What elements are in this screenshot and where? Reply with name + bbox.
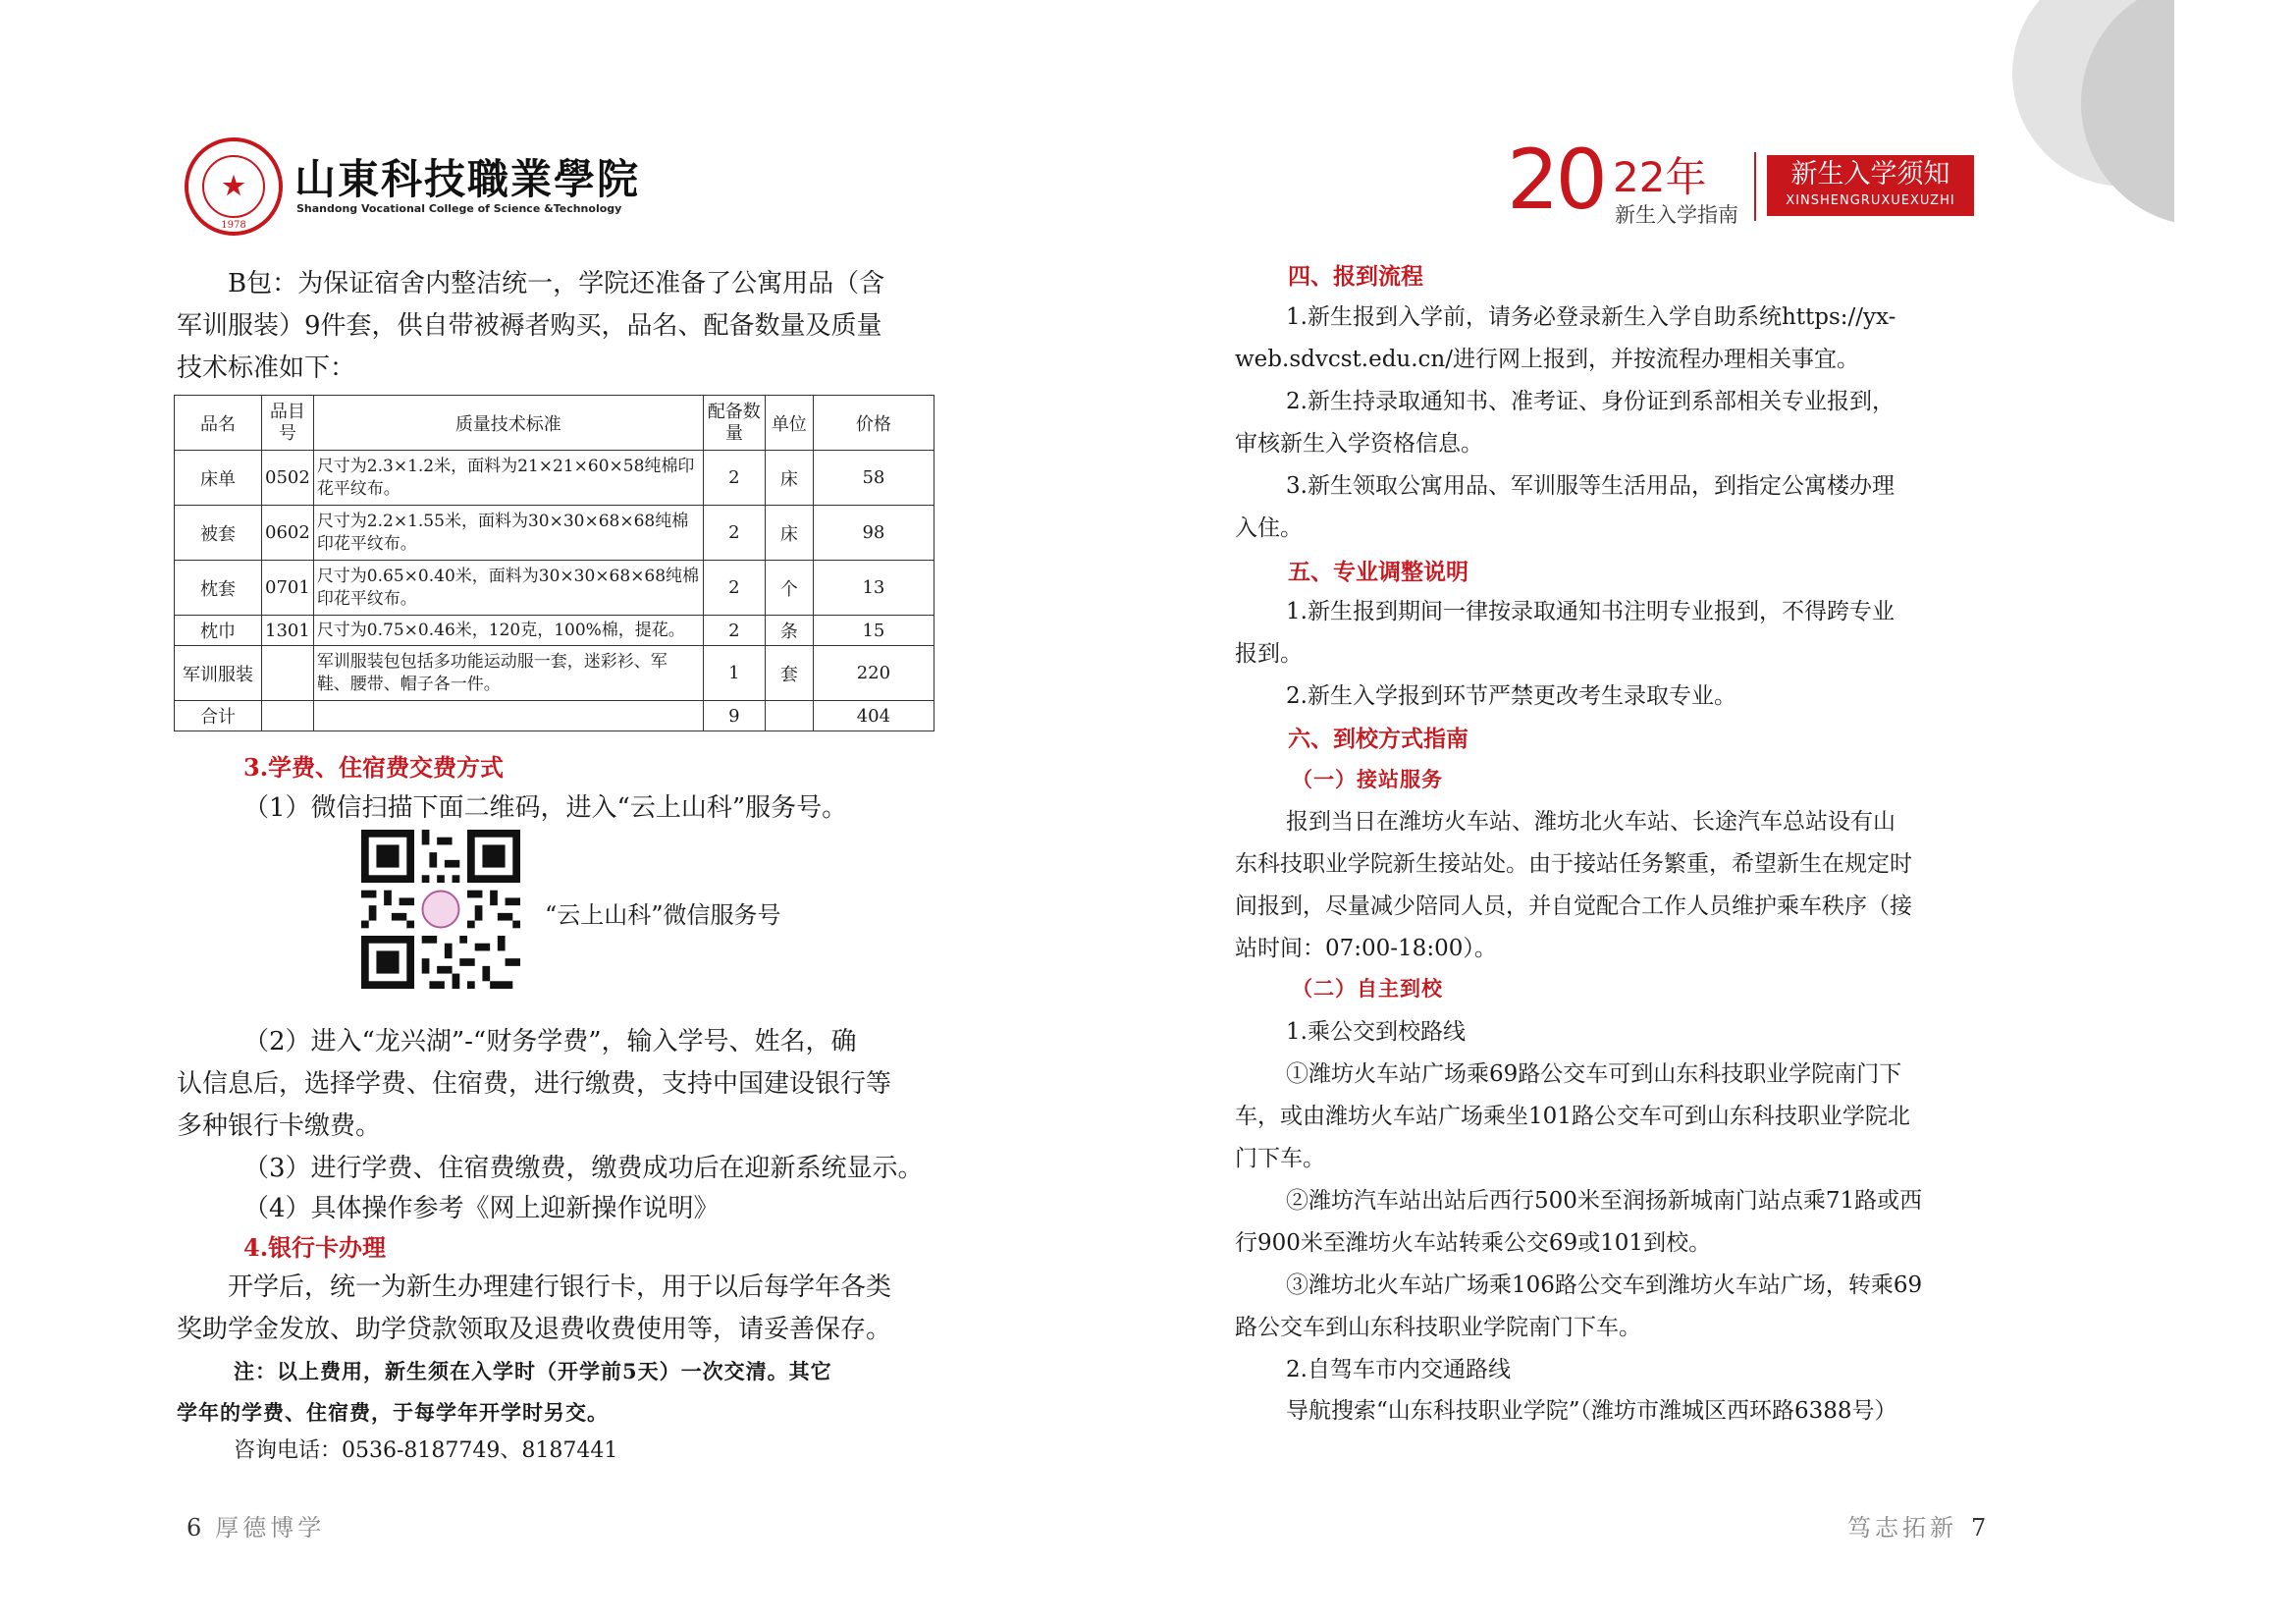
text-line: 学年的学费、住宿费，于每学年开学时另交。 xyxy=(177,1400,609,1425)
section-4-flow-title: 四、报到流程 xyxy=(1288,263,1423,290)
text-line: 报到。 xyxy=(1235,641,1303,667)
table-cell xyxy=(262,701,314,731)
text-line: 门下车。 xyxy=(1235,1146,1325,1171)
header-divider xyxy=(1754,152,1756,221)
table-cell: 58 xyxy=(813,451,934,506)
table-cell: 1301 xyxy=(262,616,314,646)
text-line: ③潍坊北火车站广场乘106路公交车到潍坊火车站广场，转乘69 xyxy=(1286,1272,1923,1298)
text-line: 2.新生持录取通知书、准考证、身份证到系部相关专业报到， xyxy=(1286,389,1895,414)
table-cell: 2 xyxy=(703,616,765,646)
table-cell: 404 xyxy=(813,701,934,731)
table-row xyxy=(175,616,934,646)
badge-pinyin: XINSHENGRUXUEXUZHI xyxy=(1786,193,1955,208)
subsection-self-arrival-title: （二）自主到校 xyxy=(1292,976,1443,1001)
table-cell xyxy=(262,646,314,701)
table-cell: 尺寸为2.2×1.55米，面料为30×30×68×68纯棉印花平纹布。 xyxy=(313,506,703,561)
table-cell: 床 xyxy=(765,506,813,561)
table-cell: 2 xyxy=(703,561,765,616)
page-right-margin xyxy=(2174,0,2296,1624)
table-cell: 套 xyxy=(765,646,813,701)
text-line: 开学后，统一为新生办理建行银行卡，用于以后每学年各类 xyxy=(228,1272,892,1302)
footer-motto: 笃志拓新 xyxy=(1847,1514,1957,1542)
sec3-step3: （3）进行学费、住宿费缴费，缴费成功后在迎新系统显示。 xyxy=(243,1154,924,1183)
text-line: 2.新生入学报到环节严禁更改考生录取专业。 xyxy=(1286,683,1736,709)
text-line: 认信息后，选择学费、住宿费，进行缴费，支持中国建设银行等 xyxy=(177,1069,892,1099)
text-line: web.sdvcst.edu.cn/进行网上报到，并按流程办理相关事宜。 xyxy=(1235,347,1859,372)
school-name-cn: 山東科技職業學院 xyxy=(294,155,641,203)
logo-year: 1978 xyxy=(221,220,246,231)
intro-line: 技术标准如下： xyxy=(177,353,356,383)
table-cell: 2 xyxy=(703,451,765,506)
text-line: ②潍坊汽车站出站后西行500米至润扬新城南门站点乘71路或西 xyxy=(1286,1188,1923,1214)
badge-title: 新生入学须知 xyxy=(1790,159,1950,189)
footer-motto: 厚德博学 xyxy=(215,1514,326,1542)
contact-phone: 咨询电话：0536-8187749、8187441 xyxy=(234,1438,618,1463)
bus-route-list xyxy=(1235,1054,2001,1349)
section-3-title: 3.学费、住宿费交费方式 xyxy=(243,753,505,782)
table-total-row xyxy=(175,701,934,731)
wechat-qr-code[interactable] xyxy=(361,830,520,989)
table-cell: 条 xyxy=(765,616,813,646)
text-line: 车，或由潍坊火车站广场乘坐101路公交车可到山东科技职业学院北 xyxy=(1235,1104,1910,1129)
table-cell: 0602 xyxy=(262,506,314,561)
text-line: 间报到，尽量减少陪同人员，并自觉配合工作人员维护乘车秩序（接 xyxy=(1235,893,1912,919)
text-line: 奖助学金发放、助学贷款领取及退费收费使用等，请妥善保存。 xyxy=(177,1315,892,1344)
table-cell: 220 xyxy=(813,646,934,701)
intro-paragraph xyxy=(177,263,942,390)
text-line: 3.新生领取公寓用品、军训服等生活用品，到指定公寓楼办理 xyxy=(1286,473,1895,499)
text-line: 注：以上费用，新生须在入学时（开学前5天）一次交清。其它 xyxy=(234,1359,832,1383)
page-number: 6 xyxy=(187,1514,202,1542)
flow-list xyxy=(1235,297,2001,550)
table-cell xyxy=(765,701,813,731)
header-badge xyxy=(1767,155,1974,216)
table-header-cell: 品名 xyxy=(175,396,262,451)
text-line: 1.新生报到期间一律按录取通知书注明专业报到，不得跨专业 xyxy=(1286,599,1895,624)
table-row xyxy=(175,451,934,506)
text-line: 1.新生报到入学前，请务必登录新生入学自助系统https://yx- xyxy=(1286,304,1896,330)
text-line: 多种银行卡缴费。 xyxy=(177,1111,382,1141)
car-route-title: 2.自驾车市内交通路线 xyxy=(1286,1357,1511,1382)
bus-route-title: 1.乘公交到校路线 xyxy=(1286,1019,1466,1045)
sec3-step1: （1）微信扫描下面二维码，进入“云上山科”服务号。 xyxy=(243,793,848,823)
table-row xyxy=(175,646,934,701)
table-header-row xyxy=(175,396,934,451)
text-line: 站时间：07:00-18:00）。 xyxy=(1235,936,1497,961)
table-cell: 9 xyxy=(703,701,765,731)
text-line: （2）进入“龙兴湖”-“财务学费”，输入学号、姓名，确 xyxy=(243,1027,857,1056)
table-header-cell: 配备数量 xyxy=(703,396,765,451)
table-cell: 被套 xyxy=(175,506,262,561)
qr-caption: “云上山科”微信服务号 xyxy=(545,901,781,929)
sec3-step4: （4）具体操作参考《网上迎新操作说明》 xyxy=(243,1194,720,1223)
logo-emblem: ★ xyxy=(202,155,265,218)
table-cell: 枕套 xyxy=(175,561,262,616)
text-line: 审核新生入学资格信息。 xyxy=(1235,431,1483,457)
section-4-title: 4.银行卡办理 xyxy=(243,1233,387,1262)
section-5-title: 五、专业调整说明 xyxy=(1288,559,1468,585)
major-adjust-list xyxy=(1235,591,2001,718)
pickup-paragraph xyxy=(1235,801,2001,970)
guide-label: 新生入学指南 xyxy=(1615,203,1738,227)
goods-table xyxy=(174,395,934,731)
footer-right xyxy=(1847,1508,1986,1543)
table-cell: 床单 xyxy=(175,451,262,506)
text-line: 行900米至潍坊火车站转乘公交69或101到校。 xyxy=(1235,1230,1712,1256)
footer-left xyxy=(187,1508,325,1543)
fee-note xyxy=(177,1351,942,1434)
table-cell: 军训服装 xyxy=(175,646,262,701)
sec3-step2 xyxy=(177,1021,942,1148)
table-cell: 个 xyxy=(765,561,813,616)
text-line: 路公交车到山东科技职业学院南门下车。 xyxy=(1235,1315,1641,1340)
table-cell: 0502 xyxy=(262,451,314,506)
text-line: ①潍坊火车站广场乘69路公交车可到山东科技职业学院南门下 xyxy=(1286,1061,1902,1087)
year-big: 20 xyxy=(1507,132,1604,228)
table-header-cell: 价格 xyxy=(813,396,934,451)
table-cell: 98 xyxy=(813,506,934,561)
intro-line: 军训服装）9件套，供自带被褥者购买，品名、配备数量及质量 xyxy=(177,311,882,341)
intro-line: B包：为保证宿舍内整洁统一，学院还准备了公寓用品（含 xyxy=(228,269,885,298)
table-cell: 尺寸为0.75×0.46米，120克，100%棉，提花。 xyxy=(313,616,703,646)
table-cell: 尺寸为0.65×0.40米，面料为30×30×68×68纯棉印花平纹布。 xyxy=(313,561,703,616)
text-line: 入住。 xyxy=(1235,515,1303,541)
table-cell: 0701 xyxy=(262,561,314,616)
table-header-cell: 单位 xyxy=(765,396,813,451)
year-small: 22年 xyxy=(1613,153,1707,201)
section-6-title: 六、到校方式指南 xyxy=(1288,726,1468,752)
table-cell: 军训服装包包括多功能运动服一套，迷彩衫、军鞋、腰带、帽子各一件。 xyxy=(313,646,703,701)
table-cell: 合计 xyxy=(175,701,262,731)
subsection-pickup-title: （一）接站服务 xyxy=(1292,767,1443,791)
table-cell: 尺寸为2.3×1.2米，面料为21×21×60×58纯棉印花平纹布。 xyxy=(313,451,703,506)
text-line: 报到当日在潍坊火车站、潍坊北火车站、长途汽车总站设有山 xyxy=(1286,809,1896,835)
table-cell: 15 xyxy=(813,616,934,646)
table-row xyxy=(175,561,934,616)
car-route-text: 导航搜索“山东科技职业学院”（潍坊市潍城区西环路6388号） xyxy=(1286,1398,1897,1424)
table-cell: 2 xyxy=(703,506,765,561)
page-number: 7 xyxy=(1971,1514,1987,1542)
table-cell: 1 xyxy=(703,646,765,701)
table-cell: 13 xyxy=(813,561,934,616)
table-header-cell: 品目号 xyxy=(262,396,314,451)
text-line: 东科技职业学院新生接站处。由于接站任务繁重，希望新生在规定时 xyxy=(1235,851,1912,877)
table-header-cell: 质量技术标准 xyxy=(313,396,703,451)
table-row xyxy=(175,506,934,561)
school-logo xyxy=(185,137,283,236)
table-cell xyxy=(313,701,703,731)
table-cell: 枕巾 xyxy=(175,616,262,646)
school-name-en: Shandong Vocational College of Science &Technology xyxy=(296,202,622,215)
sec4-paragraph xyxy=(177,1267,942,1351)
table-cell: 床 xyxy=(765,451,813,506)
